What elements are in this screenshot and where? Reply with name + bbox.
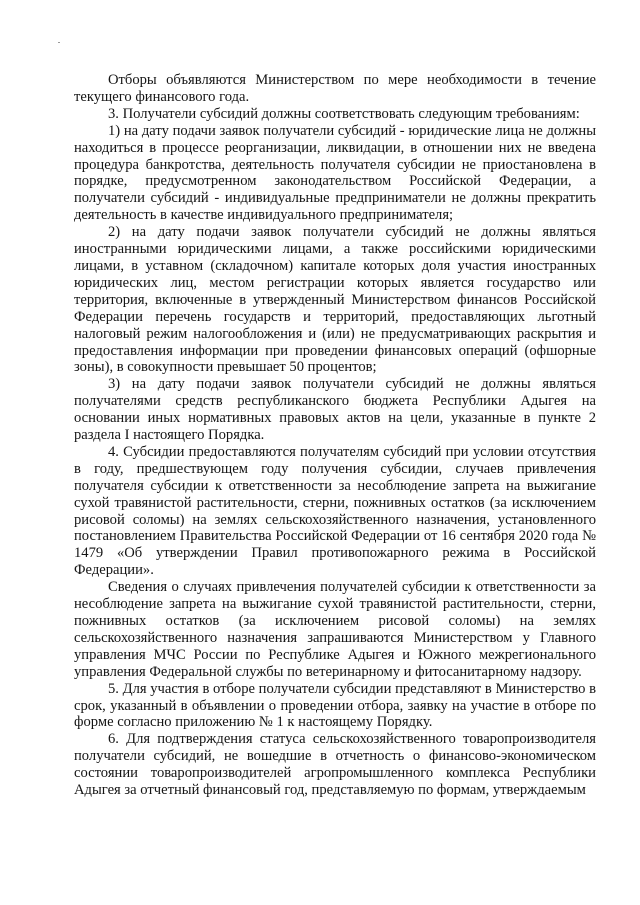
paragraph-requirement-3: 3) на дату подачи заявок получатели субсидий не должны являться получателями средств республиканского бюджета Республики Адыгея на основании иных нормативных правовых актов на цели, указанные в пункте 2 раздела I настоящего Порядка. bbox=[74, 376, 596, 444]
paragraph-requirement-2: 2) на дату подачи заявок получатели субсидий не должны являться иностранными юридическими лицами, а также российскими юридическими лицами, в уставном (складочном) капитале которых доля участия иностранных юридических лиц, местом регистрации которых является государство или территория, включенные в утвержденный Министерством финансов Российской Федерации перечень государств и территорий, предоставляющих льготный налоговый режим налогообложения и (или) не предусматривающих раскрытия и предоставления информации при проведении финансовых операций (офшорные зоны), в совокупности превышает 50 процентов; bbox=[74, 224, 596, 376]
paragraph-requirement-1: 1) на дату подачи заявок получатели субсидий - юридические лица не должны находиться в процессе реорганизации, ликвидации, в отношении них не введена процедура банкротства, деятельность получателя субсидии не приостановлена в порядке, предусмотренном законодательством Российской Федерации, а получатели субсидий - индивидуальные предприниматели не должны прекратить деятельность в качестве индивидуального предпринимателя; bbox=[74, 122, 596, 224]
paragraph-item-4: 4. Субсидии предоставляются получателям субсидий при условии отсутствия в году, предшествующем году получения субсидии, случаев привлечения получателя субсидии к ответственности за несоблюдение запрета на выжигание сухой травянистой растительности, стерни, пожнивных остатков (за исключением рисовой соломы) на землях сельскохозяйственного назначения, установленного постановлением Правительства Российской Федерации от 16 сентября 2020 года № 1479 «Об утверждении Правил противопожарного режима в Российской Федерации». bbox=[74, 443, 596, 579]
paragraph-item-6: 6. Для подтверждения статуса сельскохозяйственного товаропроизводителя получатели субсидий, не вошедшие в отчетность о финансово-экономическом состоянии товаропроизводителей агропромышленного комплекса Республики Адыгея за отчетный финансовый год, представляемую по формам, утверждаемым bbox=[74, 731, 596, 799]
paragraph-selection-schedule: Отборы объявляются Министерством по мере необходимости в течение текущего финансового года. bbox=[74, 72, 596, 105]
paragraph-liability-information: Сведения о случаях привлечения получателей субсидии к ответственности за несоблюдение запрета на выжигание сухой травянистой растительности, стерни, пожнивных остатков (за исключением рисовой соломы) на землях сельскохозяйственного назначения запрашиваются Министерством у Главного управления МЧС России по Республике Адыгея и Южного межрегионального управления Федеральной службы по ветеринарному и фитосанитарному надзору. bbox=[74, 579, 596, 680]
document-body bbox=[74, 72, 596, 799]
scan-mark bbox=[58, 42, 60, 43]
paragraph-item-3-heading: 3. Получатели субсидий должны соответствовать следующим требованиям: bbox=[108, 105, 580, 122]
paragraph-item-5: 5. Для участия в отборе получатели субсидии представляют в Министерство в срок, указанный в объявлении о проведении отбора, заявку на участие в отборе по форме согласно приложению № 1 к настоящему Порядку. bbox=[74, 680, 596, 731]
